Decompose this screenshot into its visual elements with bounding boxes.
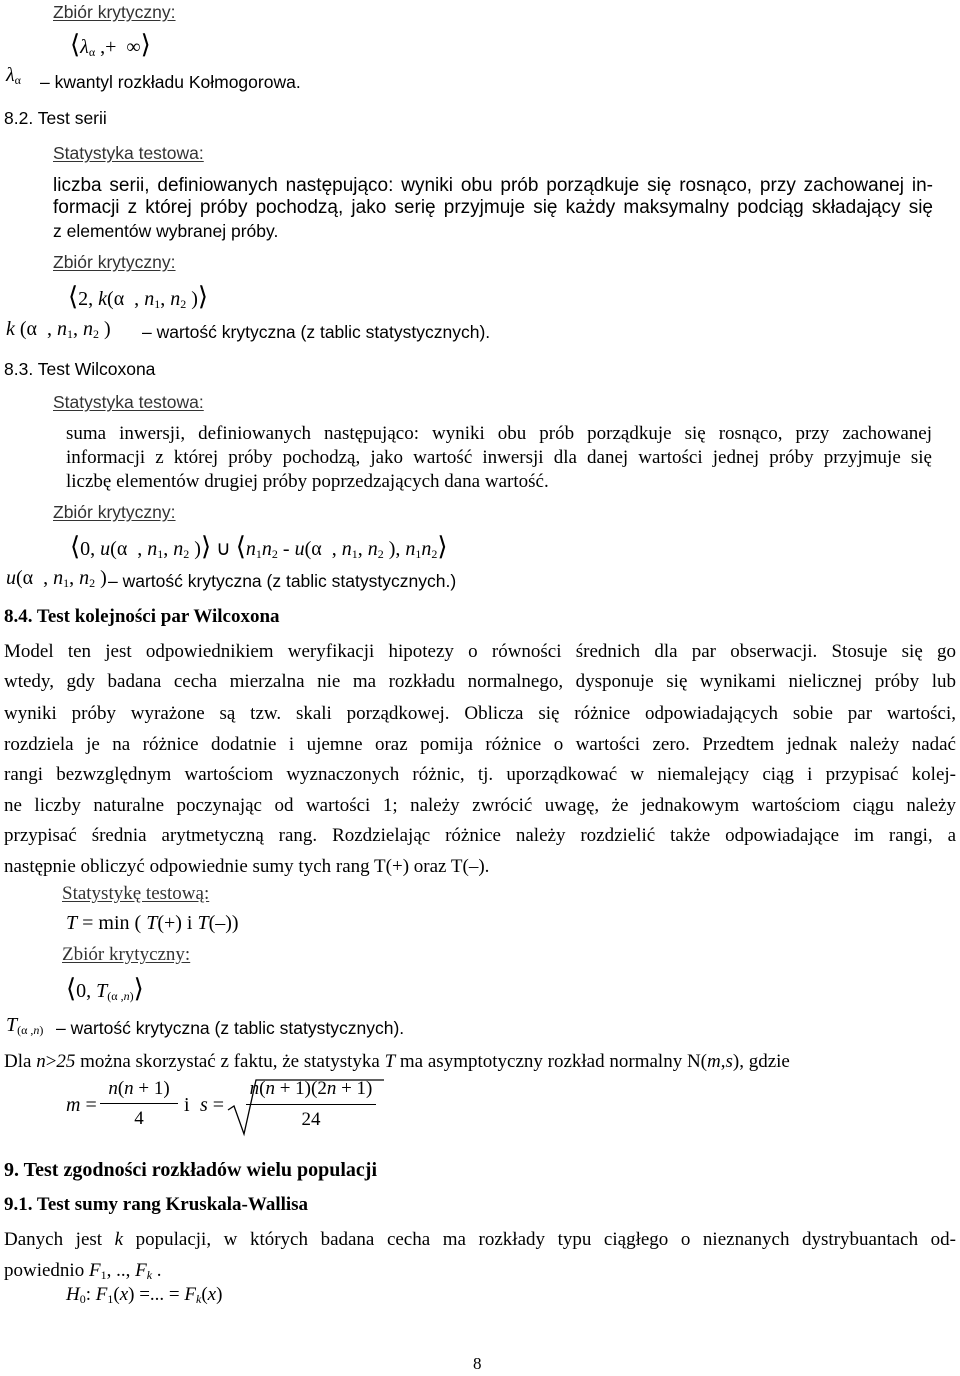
paragraph-line: przypisać średnia arytmetyczną rang. Rozdzielając różnice należy rozdzielić także odpowiadające im rangi, a [4,825,956,846]
paragraph-line: następnie obliczyć odpowiednie sumy tych rang T(+) oraz T(–). [4,856,490,877]
asymptotic-line: Dla n>25 można skorzystać z faktu, że statystyka T ma asymptotyczny rozkład normalny N(m,s), gdzie [4,1051,790,1072]
m-numerator: n(n + 1) [108,1078,170,1099]
critical-set-pairs: ⟨0, $T_{(\alpha ,n)}⟩$ [66,974,144,1003]
paragraph-line: z elementów wybranej próby. [53,221,279,241]
h0-hypothesis: $H_0$: $F_1(x)$ =... = $F_k(x)$ [66,1284,223,1306]
section-heading-9: 9. Test zgodności rozkładów wielu populacji [4,1159,378,1181]
zbior-krytyczny-label: Zbiór krytyczny: [53,252,176,272]
lambda-symbol: $\lambda_\alpha$ [6,64,21,87]
paragraph-line: Model ten jest odpowiednikiem weryfikacji hipotezy o równości średnich dla par obserwacji. Stosuje się go [4,641,956,662]
u-description: – wartość krytyczna (z tablic statystycznych.) [108,571,457,591]
paragraph-line: Danych jest k populacji, w których badana cecha ma rozkłady typu ciągłego o nieznanych dystrybuantach od- [4,1229,956,1250]
m-denominator: 4 [134,1108,144,1129]
section-heading-8-2: 8.2. Test serii [4,108,107,128]
critical-set-wilcoxon: ⟨0, u(α , $n_1$, $n_2$ )⟩ ∪ $⟨n_1n_2 - u(\alpha$ , $n_1$, $n_2$ ), $n_1n_2⟩$ [70,532,448,561]
u-expression: u(α , $n_1$, $n_2$ ) [6,567,107,590]
s-symbol: s = [200,1094,225,1116]
t-description: – wartość krytyczna (z tablic statystycznych). [56,1018,405,1038]
m-fraction-bar [100,1103,178,1104]
paragraph-line: ne liczby naturalne poczynając od wartości 1; należy zwrócić uwagę, że jednakowym wartościom ciągu należy [4,795,956,816]
paragraph-line: liczbę elementów drugiej próby poprzedzających dana wartość. [66,471,549,492]
s-numerator: n(n + 1)(2n + 1) [249,1078,373,1099]
i-word: i [184,1094,190,1116]
paragraph-line: suma inwersji, definiowanych następująco: wyniki obu prób porządkuje się rosnąco, przy zachowanej [66,423,932,444]
k-description: – wartość krytyczna (z tablic statystycznych). [142,322,491,342]
s-denominator: 24 [301,1109,321,1130]
paragraph-line: rozdziela je na różnice dodatnie i ujemne oraz pomija różnice o wartości zero. Przedtem jednak należy nadać [4,734,956,755]
m-symbol: m = [66,1094,97,1116]
paragraph-line: powiednio $F_1$, .., $F_k$ . [4,1260,162,1282]
statystyka-label: Statystyka testowa: [53,143,204,163]
section-heading-9-1: 9.1. Test sumy rang Kruskala-Wallisa [4,1194,309,1215]
zbior-krytyczny-label: Zbiór krytyczny: [62,944,191,965]
paragraph-line: liczba serii, definiowanych następująco: wyniki obu prób porządkuje się rosnąco, przy zachowanej in- [53,175,933,196]
t-expression: $T_{(\alpha ,n)}$ [6,1014,44,1037]
critical-set-serii: ⟨2, k(α , $n_1$, $n_2$ )⟩ [68,282,209,311]
paragraph-line: wyniki próby wyrażone są tzw. skali porządkowej. Oblicza się różnice odpowiadających sobie par wartości, [4,703,956,724]
k-expression: k (α , $n_1$, $n_2$ ) [6,318,111,341]
statystyke-label: Statystykę testową: [62,883,210,904]
lambda-description: – kwantyl rozkładu Kołmogorowa. [40,72,301,92]
paragraph-line: rangi bezwzględnym wartościom wyznaczonych różnic, tj. uporządkować w niemalejący ciąg i przypisać kolej- [4,764,956,785]
statystyka-label: Statystyka testowa: [53,392,204,412]
page-number: 8 [473,1354,482,1373]
section-heading-8-3: 8.3. Test Wilcoxona [4,359,156,379]
zbior-krytyczny-label: Zbiór krytyczny: [53,2,176,22]
paragraph-line: wtedy, gdy badana cecha mierzalna nie ma rozkładu normalnego, dysponuje się wynikami nielicznej próby lub [4,671,956,692]
zbior-krytyczny-label: Zbiór krytyczny: [53,502,176,522]
critical-set-kolmogorov: $⟨\lambda_\alpha$ ,+ ∞⟩ [70,30,151,59]
section-heading-8-4: 8.4. Test kolejności par Wilcoxona [4,606,280,627]
s-fraction-bar [246,1104,376,1105]
t-statistic-expression: T = min ( T(+) i T(–)) [66,912,239,934]
paragraph-line: formacji z której próby pochodzą, jako serię przyjmuje się każdy maksymalny podciąg składający się [53,197,933,218]
paragraph-line: informacji z której próby pochodzą, jako wartość inwersji dla danej wartości jednej próby przyjmuje się [66,447,932,468]
